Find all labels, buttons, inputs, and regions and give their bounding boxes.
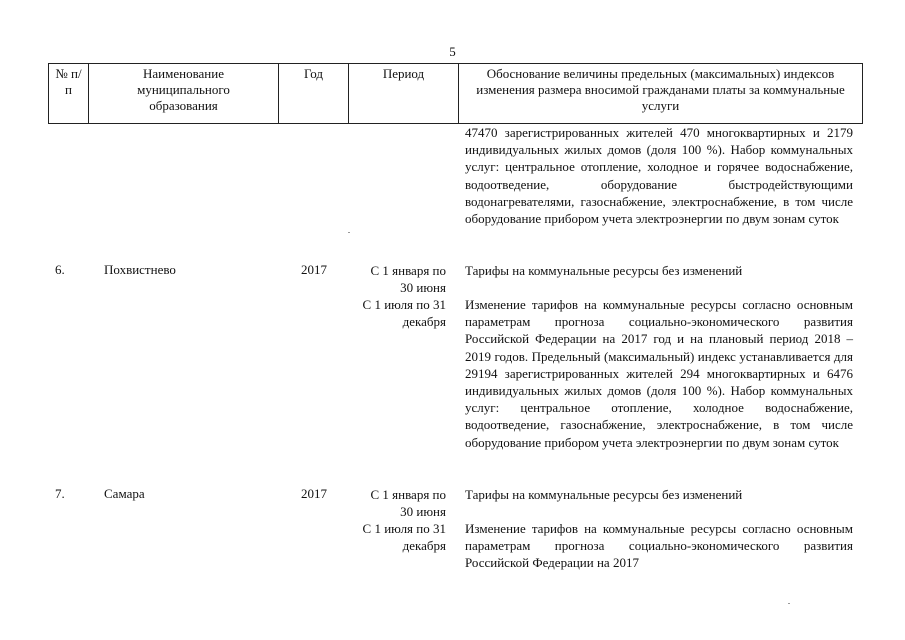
scan-speck xyxy=(348,232,350,233)
header-year: Год xyxy=(279,64,349,123)
header-num: № п/п xyxy=(49,64,89,123)
header-justification: Обоснование величины предельных (максимальных) индексов изменения размера вносимой гражданами платы за коммунальные услуги xyxy=(476,66,845,113)
header-name: Наименование муниципального образования xyxy=(89,64,279,123)
scan-speck xyxy=(788,603,790,604)
header-period: Период xyxy=(349,64,459,123)
period-first-half: С 1 января по 30 июня xyxy=(370,263,446,295)
table-header xyxy=(48,63,863,124)
justification-second-half: Изменение тарифов на коммунальные ресурсы согласно основным параметрам прогноза социально-экономического развития Российской Федерации на 2017 xyxy=(465,521,853,571)
justification-first-half: Тарифы на коммунальные ресурсы без изменений xyxy=(465,263,743,278)
period-second-half: С 1 июля по 31 декабря xyxy=(362,521,446,553)
period-first-half: С 1 января по 30 июня xyxy=(370,487,446,519)
municipality-name: Самара xyxy=(104,486,145,501)
row-number: 7. xyxy=(55,486,65,501)
justification-second-half: Изменение тарифов на коммунальные ресурсы согласно основным параметрам прогноза социально-экономического развития Российской Федерации на 2017 год и на плановый период 2018 – 2019 годов. Предельный (максимальный) индекс устанавливается для 29194 зарегистрированных жителей 294 многоквартирных и 6476 индивидуальных жилых домов (доля 100 %). Набор коммунальных услуг: центральное отопление, холодное водоснабжение, водоотведение, газоснабжение, электроснабжение, в том числе оборудование прибором учета электроэнергии по двум зонам суток xyxy=(465,297,853,450)
continuation-text: 47470 зарегистрированных жителей 470 многоквартирных и 2179 индивидуальных жилых домов (доля 100 %). Набор коммунальных услуг: центральное отопление, холодное и горячее водоснабжение, водоотведение, оборудование быстродействующими водонагревателями, газоснабжение, электроснабжение, в том числе оборудование прибором учета электроэнергии по двум зонам суток xyxy=(465,125,853,227)
row-number: 6. xyxy=(55,262,65,277)
year: 2017 xyxy=(301,486,327,501)
page-number: 5 xyxy=(449,44,456,59)
municipality-name: Похвистнево xyxy=(104,262,176,277)
period-second-half: С 1 июля по 31 декабря xyxy=(362,297,446,329)
justification-first-half: Тарифы на коммунальные ресурсы без изменений xyxy=(465,487,743,502)
year: 2017 xyxy=(301,262,327,277)
